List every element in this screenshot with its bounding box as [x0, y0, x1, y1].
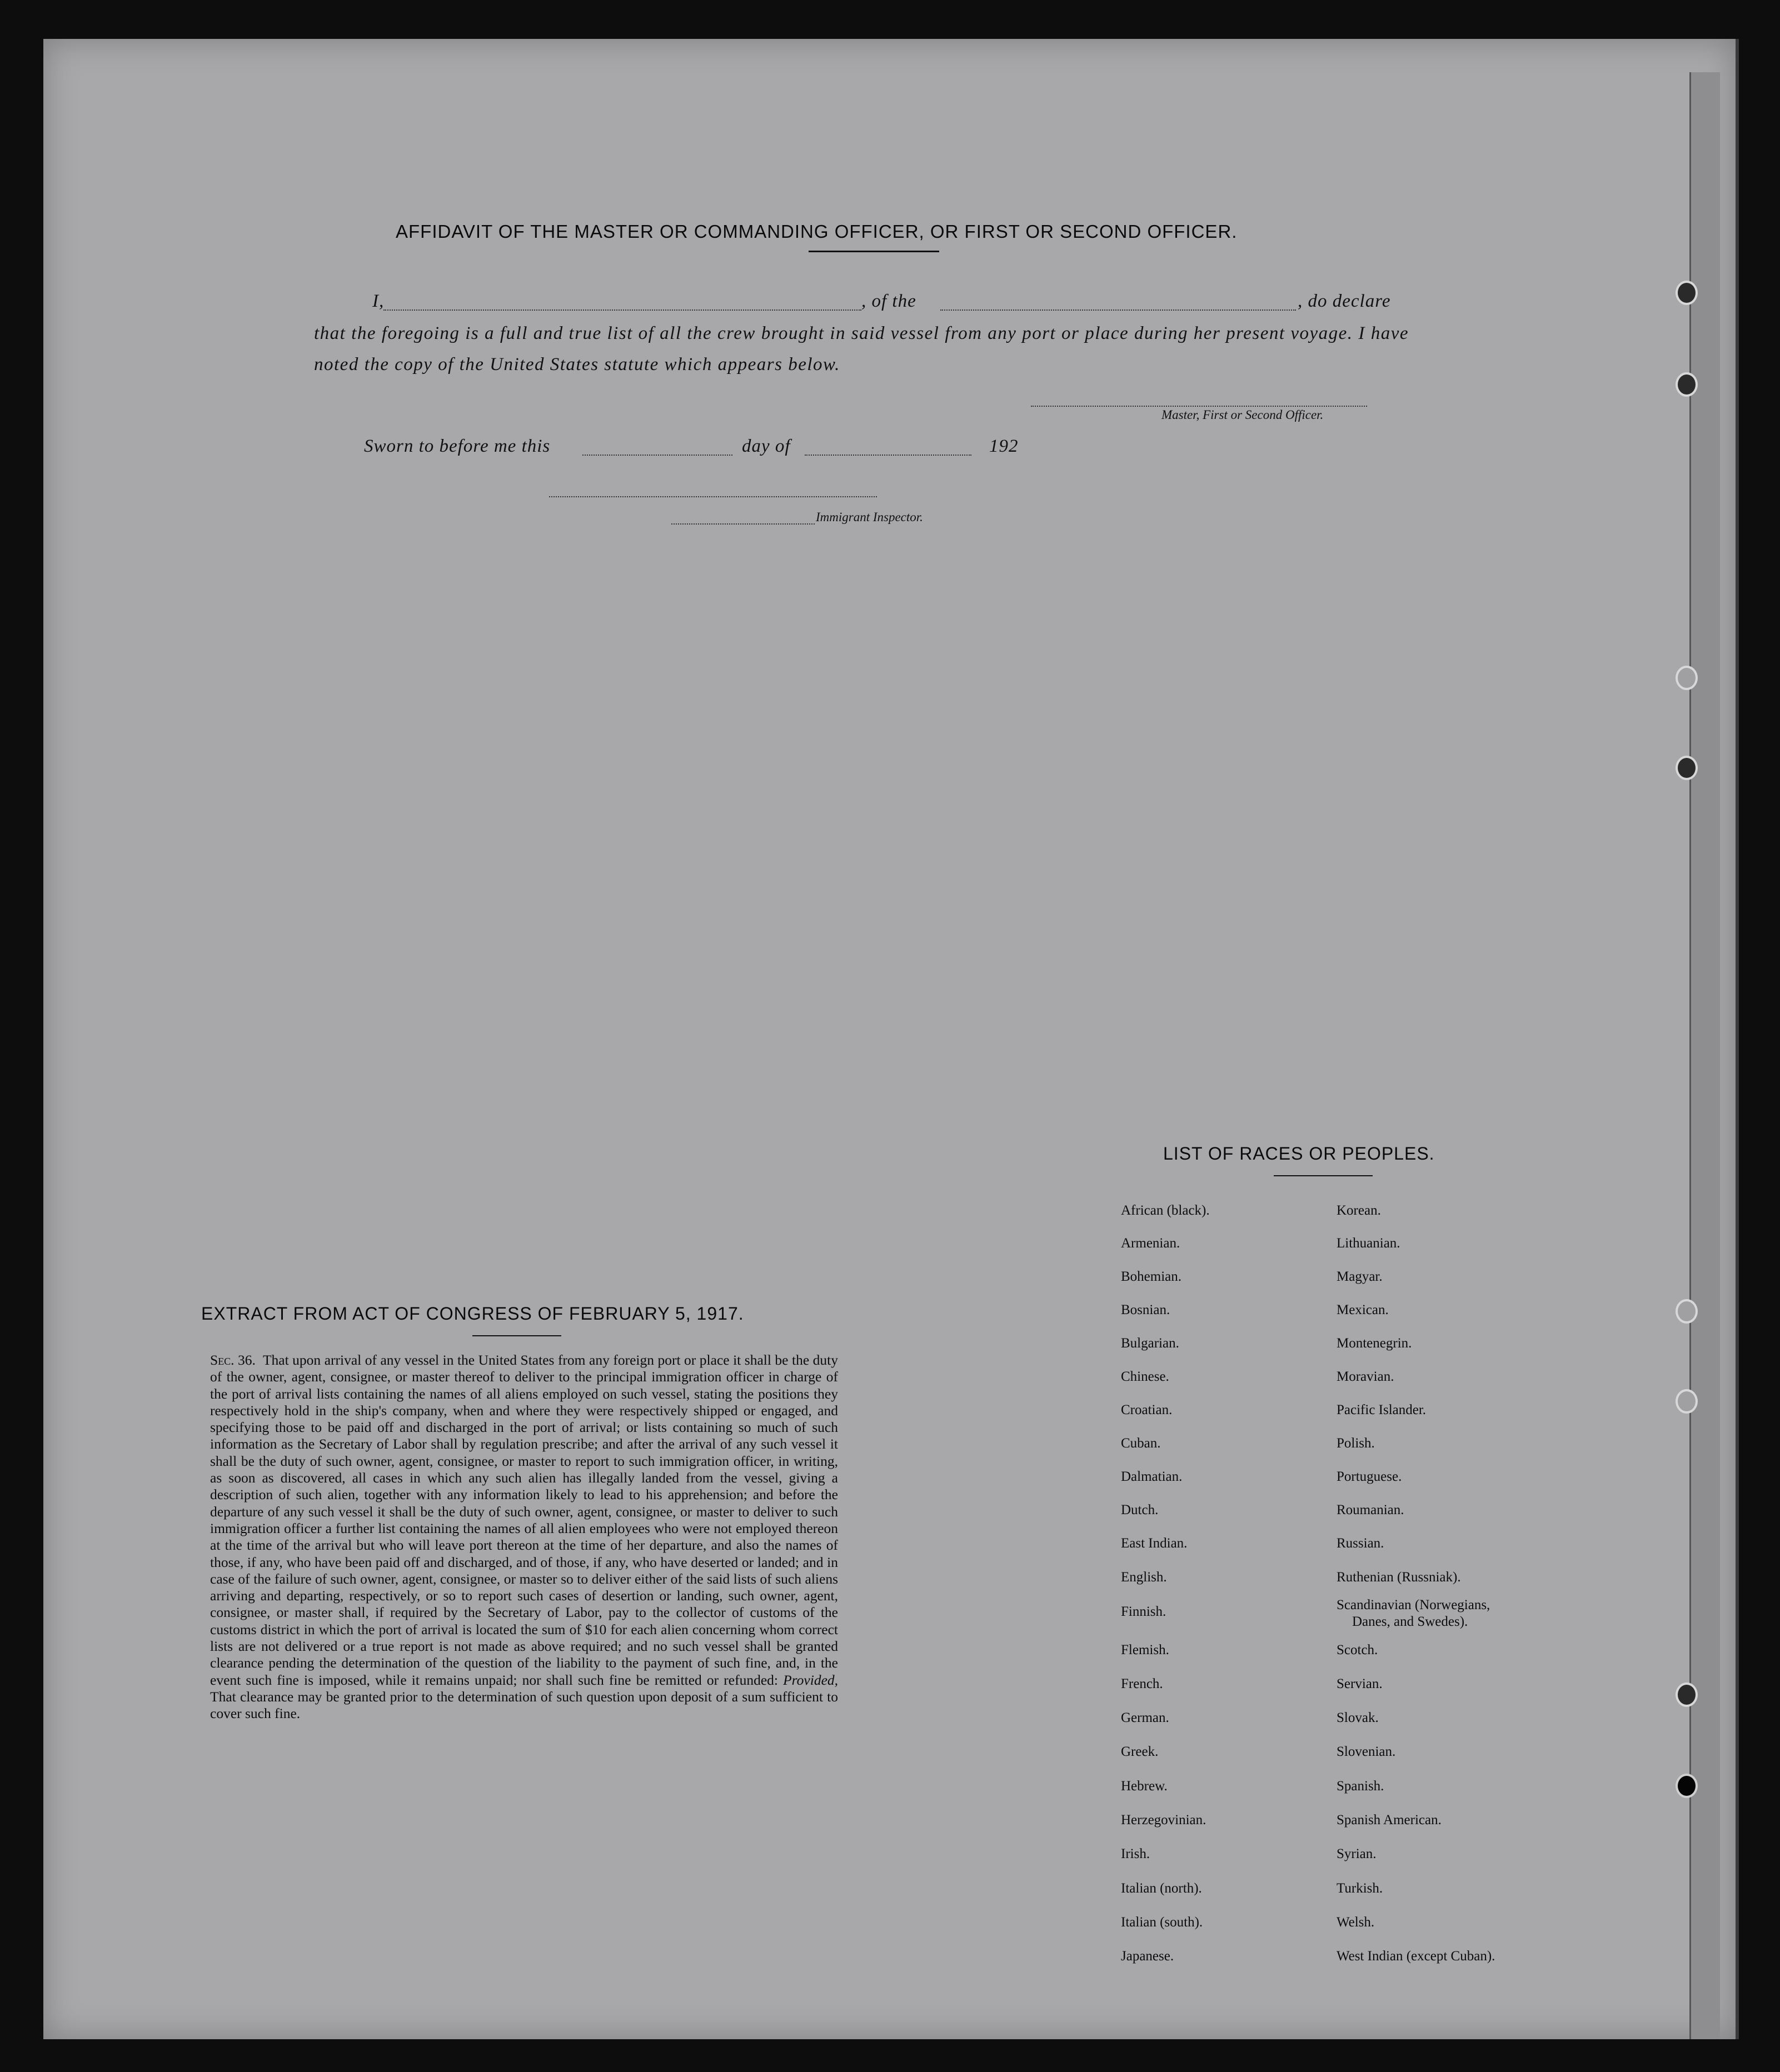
- inspector-label: Immigrant Inspector.: [816, 510, 923, 524]
- race-item: Mexican.: [1337, 1302, 1389, 1317]
- binder-hole-icon: [1676, 756, 1698, 780]
- race-item: West Indian (except Cuban).: [1337, 1949, 1495, 1964]
- race-item: Moravian.: [1337, 1369, 1394, 1384]
- extract-title: EXTRACT FROM ACT OF CONGRESS OF FEBRUARY 5, 1917.: [201, 1304, 744, 1324]
- race-item: Dalmatian.: [1121, 1469, 1183, 1484]
- race-item: English.: [1121, 1570, 1167, 1585]
- race-item: Italian (north).: [1121, 1881, 1202, 1896]
- master-name-field[interactable]: [383, 309, 861, 311]
- vessel-name-field[interactable]: [940, 309, 1296, 311]
- race-item: Greek.: [1121, 1744, 1159, 1759]
- race-item: Magyar.: [1337, 1269, 1383, 1284]
- extract-title-rule: [472, 1335, 561, 1336]
- races-title: LIST OF RACES OR PEOPLES.: [1163, 1144, 1435, 1164]
- race-item: Welsh.: [1337, 1915, 1375, 1930]
- race-item: Bulgarian.: [1121, 1336, 1179, 1351]
- race-item: Portuguese.: [1337, 1469, 1402, 1484]
- inspector-signature-field-2[interactable]: [671, 523, 815, 525]
- page-edge-strip: [1689, 72, 1720, 2039]
- affidavit-body-text: that the foregoing is a full and true list of all the crew brought in said vessel from any port or place during her present voyage. I have noted the copy of the United States statute which appears below.: [314, 323, 1409, 375]
- year-label: 192: [989, 436, 1019, 456]
- provided-label: Provided,: [783, 1671, 839, 1688]
- race-item: Slovenian.: [1337, 1744, 1396, 1759]
- binder-hole-icon: [1676, 1389, 1698, 1414]
- race-item: Syrian.: [1337, 1846, 1377, 1861]
- race-item: Croatian.: [1121, 1402, 1173, 1417]
- race-item: Ruthenian (Russniak).: [1337, 1570, 1461, 1585]
- race-item: Scotch.: [1337, 1642, 1378, 1657]
- race-item: East Indian.: [1121, 1536, 1188, 1551]
- race-item: Cuban.: [1121, 1436, 1161, 1451]
- binder-hole-icon: [1676, 372, 1698, 397]
- inspector-signature-field[interactable]: [549, 496, 877, 497]
- race-item: Korean.: [1337, 1203, 1381, 1218]
- sworn-label: Sworn to before me this: [364, 436, 551, 456]
- sworn-day-field[interactable]: [582, 455, 732, 456]
- extract-text: [210, 1352, 838, 1722]
- race-item: Roumanian.: [1337, 1502, 1404, 1517]
- affidavit-title: AFFIDAVIT OF THE MASTER OR COMMANDING OFFICER, OR FIRST OR SECOND OFFICER.: [396, 221, 1238, 242]
- race-item-line: Scandinavian (Norwegians,: [1337, 1597, 1490, 1612]
- affidavit-title-rule: [809, 251, 939, 252]
- race-item: Armenian.: [1121, 1236, 1180, 1251]
- race-item: Slovak.: [1337, 1710, 1379, 1725]
- race-item: African (black).: [1121, 1203, 1210, 1218]
- race-item: Bohemian.: [1121, 1269, 1182, 1284]
- binder-hole-icon: [1676, 1774, 1698, 1798]
- binder-hole-icon: [1676, 1299, 1698, 1324]
- race-item: French.: [1121, 1676, 1163, 1691]
- race-item: Pacific Islander.: [1337, 1402, 1427, 1417]
- affidavit-of-the-label: , of the: [861, 291, 916, 311]
- race-item: Irish.: [1121, 1846, 1150, 1861]
- affidavit-i-label: I,: [372, 291, 385, 311]
- race-item: Spanish American.: [1337, 1813, 1442, 1828]
- binder-hole-icon: [1676, 666, 1698, 690]
- race-item: Chinese.: [1121, 1369, 1169, 1384]
- race-item: Polish.: [1337, 1436, 1375, 1451]
- race-item: German.: [1121, 1710, 1169, 1725]
- provided-text: That clearance may be granted prior to the determination of such question upon deposit of a sum sufficient to cover such fine.: [210, 1688, 838, 1722]
- race-item: Spanish.: [1337, 1779, 1384, 1794]
- race-item: Turkish.: [1337, 1881, 1383, 1896]
- day-of-label: day of: [742, 436, 791, 456]
- master-signature-field[interactable]: [1031, 406, 1367, 407]
- race-item: Montenegrin.: [1337, 1336, 1412, 1351]
- races-title-rule: [1274, 1175, 1373, 1176]
- binder-hole-icon: [1676, 1682, 1698, 1707]
- race-item: Hebrew.: [1121, 1779, 1168, 1794]
- race-item: Russian.: [1337, 1536, 1384, 1551]
- race-item: Italian (south).: [1121, 1915, 1203, 1930]
- race-item: Japanese.: [1121, 1949, 1174, 1964]
- race-item: Bosnian.: [1121, 1302, 1170, 1317]
- race-item: Herzegovinian.: [1121, 1813, 1206, 1828]
- race-item: Dutch.: [1121, 1502, 1159, 1517]
- master-signature-label: Master, First or Second Officer.: [1161, 408, 1324, 422]
- race-item: Lithuanian.: [1337, 1236, 1400, 1251]
- race-item: [1337, 1597, 1490, 1630]
- race-item: Finnish.: [1121, 1604, 1166, 1619]
- section-36-text: That upon arrival of any vessel in the United States from any foreign port or place it shall be the duty of the owner, agent, consignee, or master thereof to deliver to the principal immigration officer in charge of the port of arrival lists containing the names of all aliens employed on such vessel, stating the positions they respectively hold in the ship's company, when and where they were respectively shipped or engaged, and specifying those to be paid off and discharged in the port of arrival; or lists containing so much of such information as the Secretary of Labor shall by regulation prescribe; and after the arrival of any such vessel it shall be the duty of such owner, agent, consignee, or master to report to such immigration officer, in writing, as soon as discovered, all cases in which any such alien has illegally landed from the vessel, giving a description of such alien, together with any information likely to lead to his apprehension; and before the departure of any such vessel it shall be the duty of such owner, agent, consignee, or master to deliver to such immigration officer a further list containing the names of all alien employees who were not employed thereon at the time of the arrival but who will leave port thereon at the time of her departure, and also the names of those, if any, who have been paid off and discharged, and of those, if any, who have deserted or landed; and in case of the failure of such owner, agent, consignee, or master so to deliver either of the said lists of such aliens arriving and departing, respectively, or so to report such cases of desertion or landing, such owner, agent, consignee, or master shall, if required by the Secretary of Labor, pay to the collector of customs of the customs district in which the port of arrival is located the sum of $10 for each alien concerning whom correct lists are not delivered or a true report is not made as above required; and no such vessel shall be granted clearance pending the determination of the question of the liability to the payment of such fine, and, in the event such fine is imposed, while it remains unpaid; nor shall such fine be remitted or refunded:: [210, 1352, 838, 1688]
- affidavit-declare-label: , do declare: [1298, 291, 1391, 311]
- sworn-month-field[interactable]: [805, 455, 971, 456]
- race-item: Flemish.: [1121, 1642, 1169, 1657]
- binder-hole-icon: [1676, 281, 1698, 305]
- race-item-line: Danes, and Swedes).: [1352, 1614, 1468, 1629]
- section-label: Sec. 36.: [210, 1352, 256, 1368]
- race-item: Servian.: [1337, 1676, 1383, 1691]
